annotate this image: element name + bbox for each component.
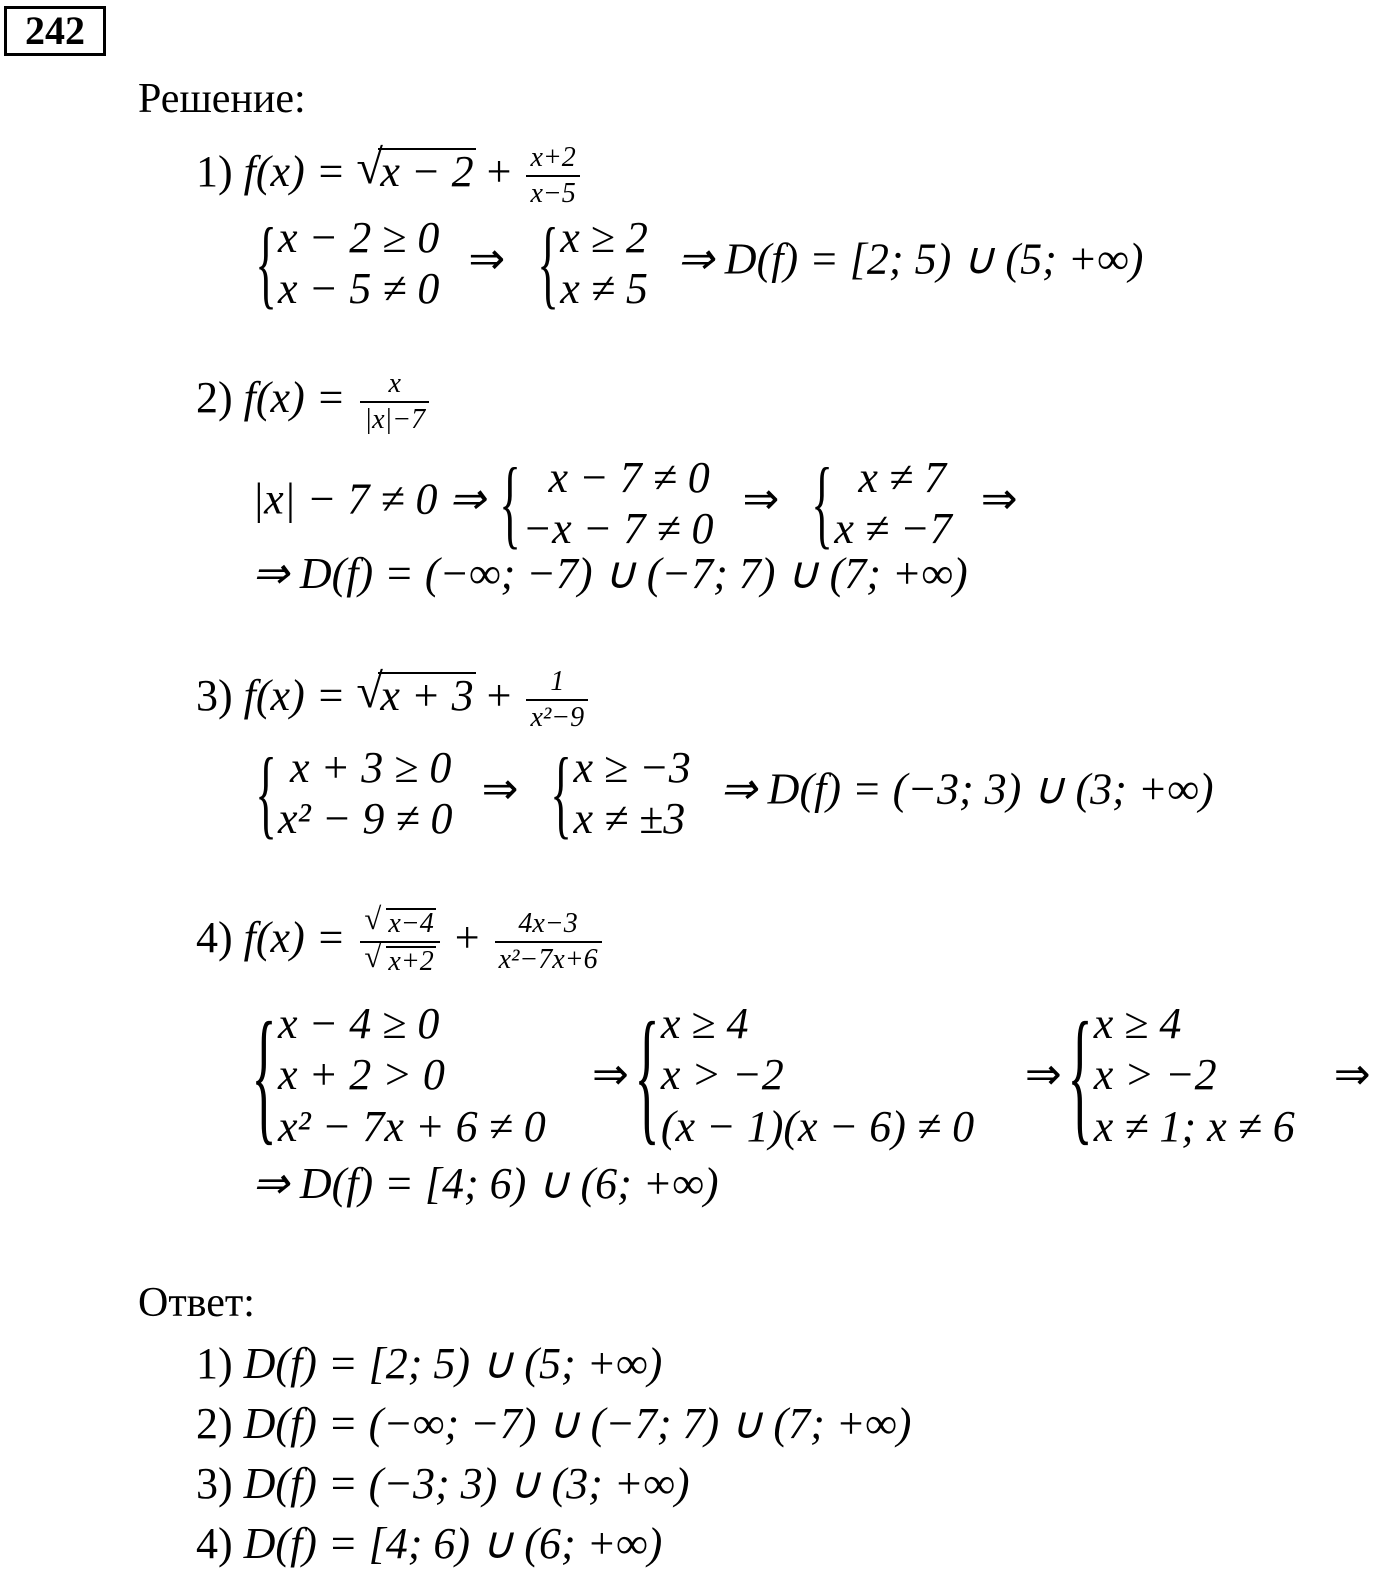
answer-2: 2) D(f) = (−∞; −7) ∪ (−7; 7) ∪ (7; +∞)	[196, 1399, 912, 1448]
function-lhs: f(x) =	[243, 671, 357, 721]
fraction: $\frac{x}{|x|-7}$	[360, 370, 429, 434]
answer-3: 3) D(f) = (−3; 3) ∪ (3; +∞)	[196, 1459, 690, 1508]
item-2-function	[196, 370, 433, 434]
system-1: { x − 4 ≥ 0 x + 2 > 0 x² − 7x + 6 ≠ 0	[251, 991, 546, 1158]
implies-arrow: ⇒	[1333, 1050, 1371, 1100]
left-brace-icon: {	[634, 991, 660, 1158]
item-4-derivation	[251, 991, 1392, 1158]
item-3-derivation	[252, 737, 1214, 849]
implies-arrow: ⇒	[1024, 1050, 1062, 1100]
fraction: $\frac{x+2}{x-5}$	[526, 144, 579, 208]
answer-heading: Ответ:	[138, 1280, 255, 1326]
implies-arrow: ⇒	[742, 474, 780, 524]
square-root: √ x + 3	[356, 672, 475, 718]
function-lhs: f(x) =	[243, 913, 357, 963]
domain-result: ⇒ D(f) = [2; 5) ∪ (5; +∞)	[676, 234, 1144, 284]
problem-number: 242	[4, 6, 106, 56]
item-1-derivation	[252, 207, 1144, 319]
system-1: { x − 2 ≥ 0 x − 5 ≠ 0	[255, 207, 440, 319]
square-root: √ x − 2	[356, 148, 475, 194]
left-brace-icon: {	[537, 207, 560, 319]
left-brace-icon: {	[550, 737, 573, 849]
answer-1: 1) D(f) = [2; 5) ∪ (5; +∞)	[196, 1339, 663, 1388]
item-4-result: ⇒ D(f) = [4; 6) ∪ (6; +∞)	[252, 1159, 719, 1208]
item-number: 3)	[196, 671, 233, 721]
item-number: 2)	[196, 373, 233, 423]
implies-arrow: ⇒	[481, 764, 519, 814]
fraction-of-roots: √ x−4 √ x+2	[360, 908, 439, 976]
left-brace-icon: {	[499, 447, 522, 559]
plus-sign: +	[486, 671, 523, 721]
system-2: { x ≥ 4 x > −2 (x − 1)(x − 6) ≠ 0	[634, 991, 975, 1158]
left-brace-icon: {	[255, 737, 277, 849]
item-number: 4)	[196, 913, 233, 963]
implies-arrow: ⇒	[980, 474, 1018, 524]
left-brace-icon: {	[1067, 991, 1093, 1158]
item-2-result: ⇒ D(f) = (−∞; −7) ∪ (−7; 7) ∪ (7; +∞)	[252, 549, 968, 598]
item-1-function	[196, 144, 584, 208]
solution-heading: Решение:	[138, 76, 306, 122]
plus-sign: +	[454, 913, 491, 963]
domain-result: ⇒ D(f) = (−3; 3) ∪ (3; +∞)	[719, 764, 1214, 814]
system-3: { x ≥ 4 x > −2 x ≠ 1; x ≠ 6	[1067, 991, 1295, 1158]
system-2: { x ≥ −3 x ≠ ±3	[550, 737, 691, 849]
item-3-function	[196, 668, 592, 732]
system-1: { x + 3 ≥ 0 x² − 9 ≠ 0	[255, 737, 453, 849]
fraction: $\frac{1}{\text{x²−9}}$	[526, 668, 588, 732]
system-1: { x − 7 ≠ 0 −x − 7 ≠ 0	[499, 447, 714, 559]
implies-arrow: ⇒	[592, 1050, 629, 1100]
function-lhs: f(x) =	[243, 373, 357, 423]
item-4-function	[196, 908, 606, 976]
left-brace-icon: {	[811, 447, 834, 559]
plus-sign: +	[486, 147, 523, 197]
fraction: $\frac{4x-3}{\text{x²−7x+6}}$	[495, 910, 602, 974]
left-brace-icon: {	[251, 991, 277, 1158]
system-2: { x ≠ 7 x ≠ −7	[811, 447, 952, 559]
function-lhs: f(x) =	[243, 147, 357, 197]
implies-arrow: ⇒	[468, 234, 506, 284]
left-brace-icon: {	[255, 207, 277, 319]
item-number: 1)	[196, 147, 233, 197]
condition: |x| − 7 ≠ 0 ⇒	[252, 474, 486, 524]
answer-4: 4) D(f) = [4; 6) ∪ (6; +∞)	[196, 1519, 663, 1568]
item-2-derivation	[252, 447, 1018, 559]
system-2: { x ≥ 2 x ≠ 5	[537, 207, 648, 319]
